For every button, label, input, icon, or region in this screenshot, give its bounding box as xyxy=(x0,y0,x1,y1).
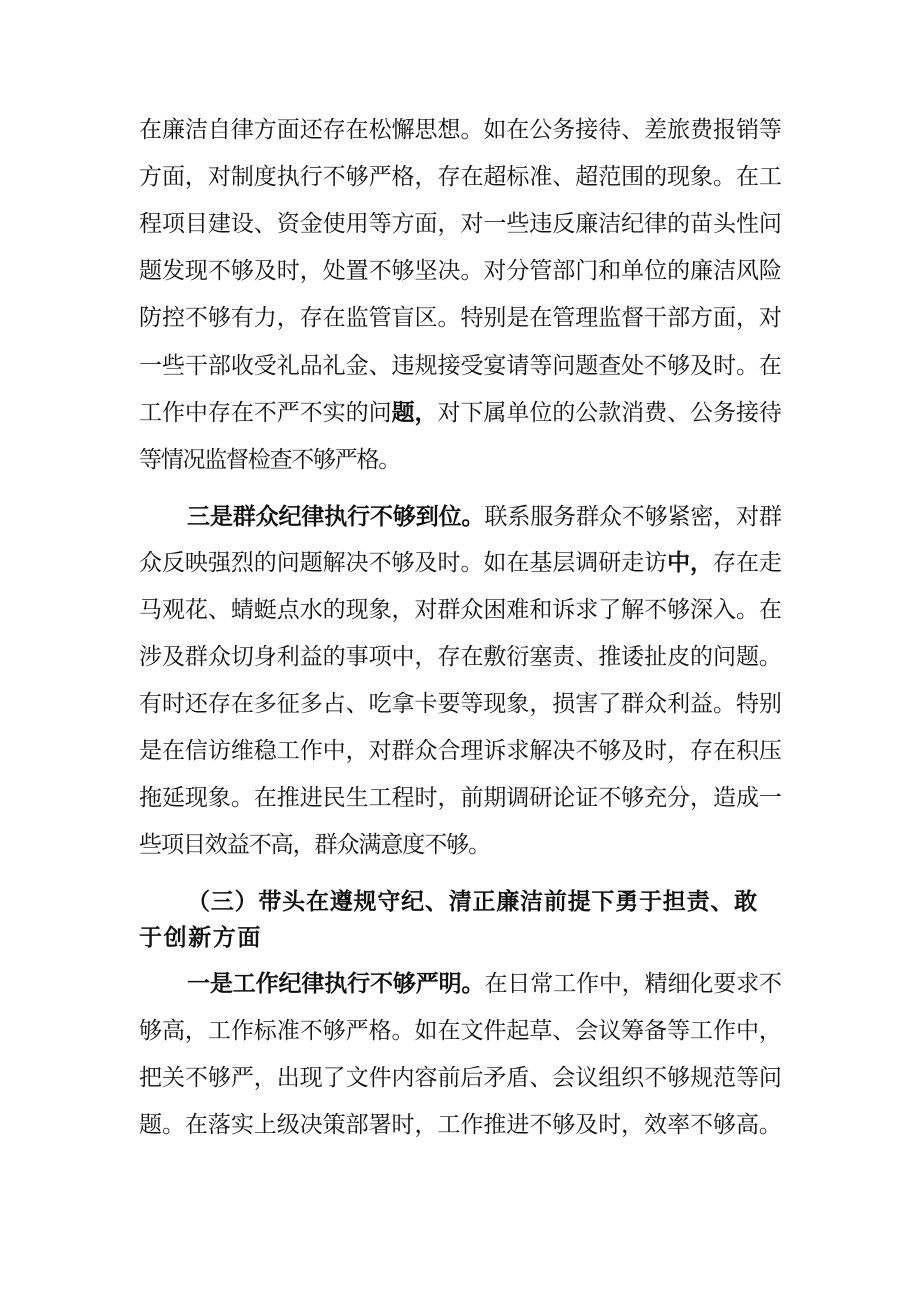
paragraph-line xyxy=(139,684,920,724)
bold-text-run: （三）带头在遵规守纪、清正廉洁前提下勇于担责、敢 xyxy=(187,888,758,915)
text-run: 题发现不够及时，处置不够坚决。对分管部门和单位的廉洁风险 xyxy=(139,258,782,284)
paragraph-line xyxy=(139,1105,920,1145)
bold-text-run: 一是工作纪律执行不够严明。 xyxy=(187,970,485,997)
text-run: 程项目建设、资金使用等方面，对一些违反廉洁纪律的苗头性问 xyxy=(139,211,782,237)
paragraph-line xyxy=(139,346,920,386)
paragraph-line xyxy=(139,778,920,818)
text-run: 联系服务群众不够紧密，对群 xyxy=(484,504,782,530)
text-run: 是在信访维稳工作中，对群众合理诉求解决不够及时，存在积压 xyxy=(139,738,782,764)
text-run: 一些干部收受礼品礼金、违规接受宴请等问题查处不够及时。在 xyxy=(139,353,782,379)
paragraph-line xyxy=(139,637,920,677)
section-heading-line xyxy=(187,964,920,1004)
section-heading-line xyxy=(187,497,920,537)
text-run: 够高，工作标准不够严格。如在文件起草、会议筹备等工作中， xyxy=(139,1018,782,1044)
paragraph-line xyxy=(139,204,920,244)
text-run: 众反映强烈的问题解决不够及时。如在基层调研走访 xyxy=(139,550,668,576)
bold-text-run: 题， xyxy=(391,399,438,426)
text-run: 存在走 xyxy=(713,550,782,576)
paragraph-line xyxy=(139,393,920,433)
paragraph-line xyxy=(139,157,920,197)
text-run: 对下属单位的公款消费、公务接待 xyxy=(437,400,782,426)
paragraph-line xyxy=(139,590,920,630)
paragraph-line xyxy=(139,731,920,771)
paragraph-line xyxy=(139,440,920,480)
paragraph-line xyxy=(139,298,920,338)
text-run: 涉及群众切身利益的事项中，存在敷衍塞责、推诿扯皮的问题。 xyxy=(139,644,782,670)
paragraph-line xyxy=(139,825,920,865)
text-run: 工作中存在不严不实的问 xyxy=(139,400,392,426)
text-run: 题。在落实上级决策部署时，工作推进不够及时，效率不够高。 xyxy=(139,1112,782,1138)
paragraph-line xyxy=(139,543,920,583)
bold-text-run: 于创新方面 xyxy=(139,924,262,951)
text-run: 等情况监督检查不够严格。 xyxy=(139,447,400,473)
text-run: 有时还存在多征多占、吃拿卡要等现象，损害了群众利益。特别 xyxy=(139,691,782,717)
paragraph-line xyxy=(139,251,920,291)
text-run: 在日常工作中，精细化要求不 xyxy=(484,971,782,997)
text-run: 在廉洁自律方面还存在松懈思想。如在公务接待、差旅费报销等 xyxy=(139,117,782,143)
paragraph-line xyxy=(139,1011,920,1051)
text-run: 把关不够严，出现了文件内容前后矛盾、会议组织不够规范等问 xyxy=(139,1065,782,1091)
bold-text-run: 中， xyxy=(667,549,714,576)
text-run: 方面，对制度执行不够严格，存在超标准、超范围的现象。在工 xyxy=(139,164,782,190)
subsection-heading-line xyxy=(187,882,920,922)
bold-text-run: 三是群众纪律执行不够到位。 xyxy=(187,503,485,530)
subsection-heading-line xyxy=(139,918,920,958)
paragraph-line xyxy=(139,110,920,150)
text-run: 马观花、蜻蜓点水的现象，对群众困难和诉求了解不够深入。在 xyxy=(139,597,782,623)
text-run: 拖延现象。在推进民生工程时，前期调研论证不够充分，造成一 xyxy=(139,785,782,811)
text-run: 些项目效益不高，群众满意度不够。 xyxy=(139,832,491,858)
paragraph-line xyxy=(139,1058,920,1098)
text-run: 防控不够有力，存在监管盲区。特别是在管理监督干部方面，对 xyxy=(139,305,782,331)
